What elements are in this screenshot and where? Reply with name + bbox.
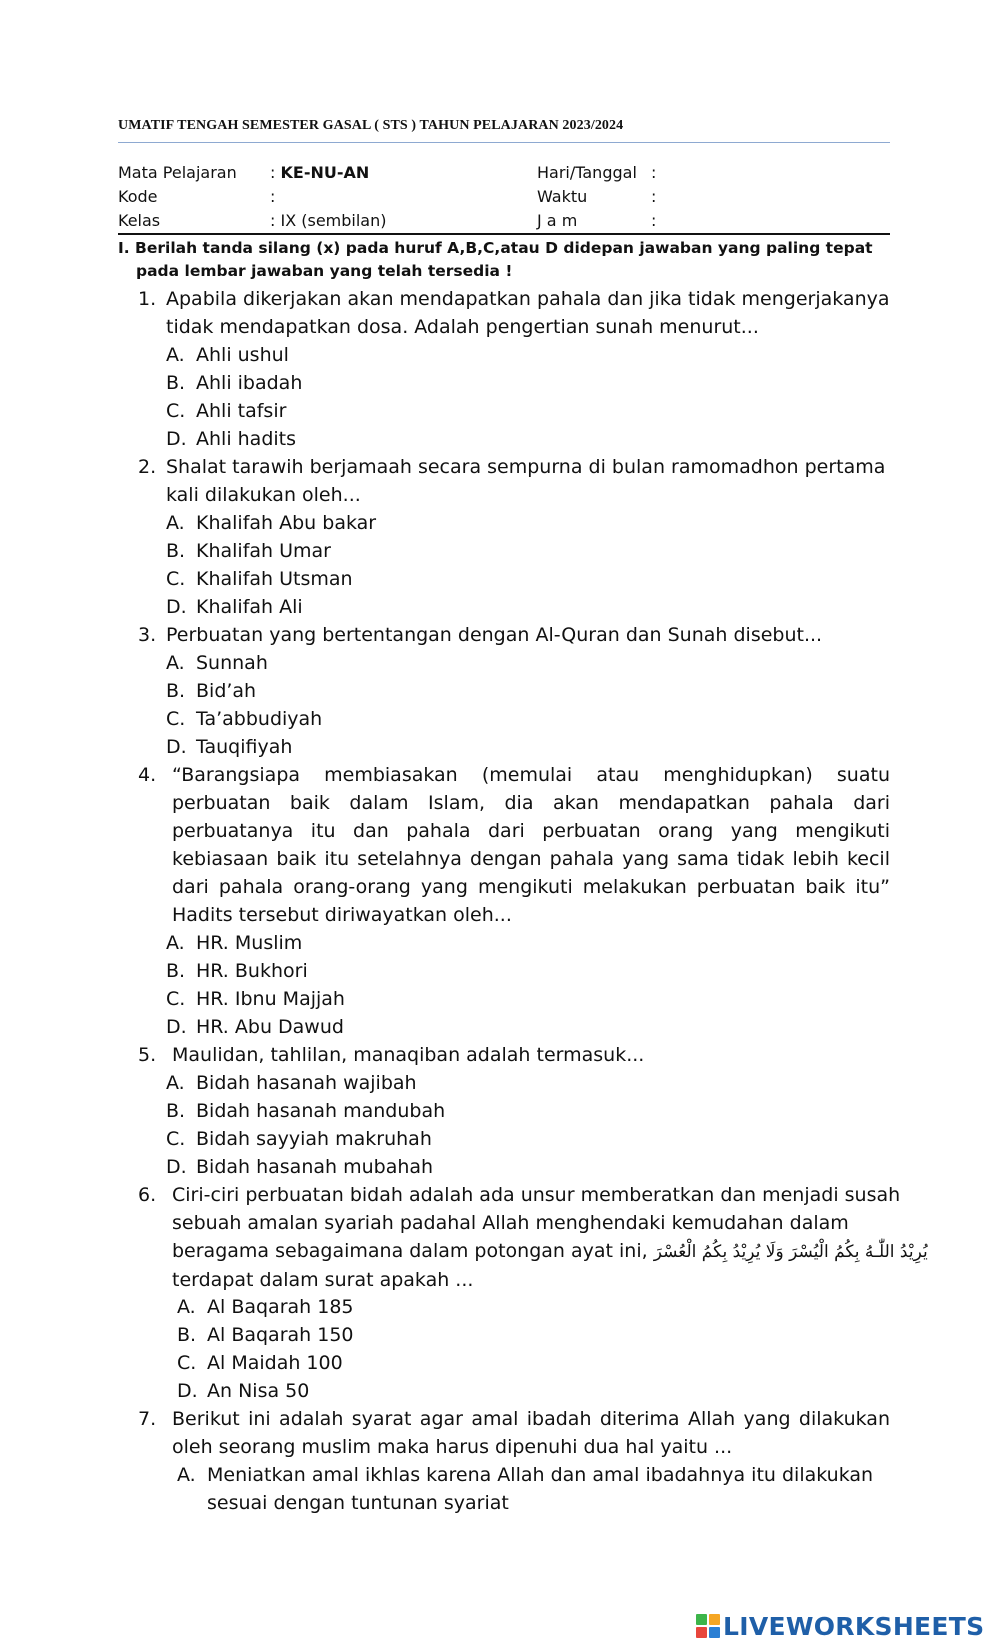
title-divider bbox=[118, 142, 890, 143]
liveworksheets-logo-text: LIVEWORKSHEETS bbox=[723, 1611, 985, 1641]
option-text: Ahli ushul bbox=[196, 344, 289, 366]
option-6a[interactable] bbox=[177, 1293, 354, 1321]
option-letter: D. bbox=[166, 736, 187, 758]
option-letter: B. bbox=[166, 680, 186, 702]
option-letter: B. bbox=[166, 960, 186, 982]
option-letter: A. bbox=[166, 652, 185, 674]
option-letter: D. bbox=[166, 1156, 187, 1178]
option-6c[interactable] bbox=[177, 1349, 343, 1377]
option-text: HR. Muslim bbox=[196, 932, 303, 954]
option-6d[interactable] bbox=[177, 1377, 309, 1405]
question-5 bbox=[138, 1041, 890, 1069]
option-4b[interactable] bbox=[166, 957, 308, 985]
sep-jam: : bbox=[651, 211, 657, 230]
option-text: Bidah sayyiah makruhah bbox=[196, 1128, 432, 1150]
arabic-verse: يُرِيْدُ اللّٰـهُ بِكُمُ الْيُسْرَ وَلَا يُرِيْدُ بِكُمُ الْعُسْرَ bbox=[653, 1242, 928, 1262]
option-text: Al Baqarah 150 bbox=[207, 1324, 354, 1346]
option-text: Khalifah Ali bbox=[196, 596, 303, 618]
option-letter: B. bbox=[166, 540, 186, 562]
question-text: Maulidan, tahlilan, manaqiban adalah termasuk... bbox=[172, 1044, 645, 1066]
option-1c[interactable] bbox=[166, 397, 286, 425]
option-letter: A. bbox=[166, 932, 185, 954]
option-3c[interactable] bbox=[166, 705, 322, 733]
question-text-line: beragama sebagaimana dalam potongan ayat ini, bbox=[172, 1240, 648, 1262]
option-3d[interactable] bbox=[166, 733, 292, 761]
option-5c[interactable] bbox=[166, 1125, 432, 1153]
option-7a[interactable] bbox=[177, 1461, 877, 1517]
instruction bbox=[118, 237, 898, 283]
question-text bbox=[172, 1181, 928, 1294]
question-7 bbox=[138, 1405, 890, 1461]
option-text: Al Maidah 100 bbox=[207, 1352, 343, 1374]
question-3 bbox=[138, 621, 890, 649]
option-letter: C. bbox=[166, 988, 186, 1010]
question-number: 3. bbox=[138, 624, 157, 646]
label-kode: Kode bbox=[118, 187, 158, 206]
option-text: HR. Abu Dawud bbox=[196, 1016, 344, 1038]
option-letter: A. bbox=[166, 512, 185, 534]
sep-hari-tanggal: : bbox=[651, 163, 657, 182]
option-4d[interactable] bbox=[166, 1013, 344, 1041]
question-number: 4. bbox=[138, 764, 157, 786]
option-letter: D. bbox=[177, 1380, 198, 1402]
label-mata-pelajaran: Mata Pelajaran bbox=[118, 163, 237, 182]
question-number: 5. bbox=[138, 1044, 157, 1066]
option-letter: A. bbox=[177, 1296, 196, 1318]
option-text: Meniatkan amal ikhlas karena Allah dan amal ibadahnya itu dilakukan sesuai dengan tuntunan syariat bbox=[207, 1464, 874, 1514]
option-letter: D. bbox=[166, 596, 187, 618]
option-text: Sunnah bbox=[196, 652, 268, 674]
option-text: Khalifah Utsman bbox=[196, 568, 353, 590]
option-text: An Nisa 50 bbox=[207, 1380, 310, 1402]
option-text: Khalifah Abu bakar bbox=[196, 512, 377, 534]
question-text-line: Ciri-ciri perbuatan bidah adalah ada unsur memberatkan dan menjadi susah bbox=[172, 1184, 901, 1206]
header-divider bbox=[118, 233, 890, 235]
question-text: “Barangsiapa membiasakan (memulai atau menghidupkan) suatu perbuatan baik dalam Islam, dia akan mendapatkan pahala dari perbuatanya itu dan pahala dari perbuatan orang yang mengikuti kebiasaan baik itu setelahnya dengan pahala yang sama tidak lebih kecil dari pahala orang-orang yang mengikuti melakukan perbuatan baik itu” Hadits tersebut diriwayatkan oleh... bbox=[172, 764, 890, 926]
option-5d[interactable] bbox=[166, 1153, 433, 1181]
option-text: Al Baqarah 185 bbox=[207, 1296, 354, 1318]
question-6 bbox=[138, 1181, 928, 1294]
liveworksheets-logo bbox=[696, 1612, 984, 1640]
label-kelas: Kelas bbox=[118, 211, 161, 230]
option-text: Ahli ibadah bbox=[196, 372, 303, 394]
option-letter: C. bbox=[166, 568, 186, 590]
option-1b[interactable] bbox=[166, 369, 302, 397]
question-1 bbox=[138, 285, 890, 341]
option-text: HR. Bukhori bbox=[196, 960, 308, 982]
value-kode: : bbox=[270, 187, 276, 206]
instruction-line-1: I. Berilah tanda silang (x) pada huruf A,B,C,atau D didepan jawaban yang paling tepat bbox=[118, 239, 873, 257]
label-jam: J a m bbox=[537, 211, 578, 230]
option-letter: D. bbox=[166, 1016, 187, 1038]
option-6b[interactable] bbox=[177, 1321, 354, 1349]
question-number: 7. bbox=[138, 1408, 157, 1430]
exam-title: UMATIF TENGAH SEMESTER GASAL ( STS ) TAHUN PELAJARAN 2023/2024 bbox=[118, 118, 624, 133]
option-text: Ta’abbudiyah bbox=[196, 708, 323, 730]
question-number: 2. bbox=[138, 456, 157, 478]
question-text: Shalat tarawih berjamaah secara sempurna di bulan ramomadhon pertama kali dilakukan oleh... bbox=[166, 456, 886, 506]
option-text: Bidah hasanah wajibah bbox=[196, 1072, 417, 1094]
option-5a[interactable] bbox=[166, 1069, 417, 1097]
question-text: Berikut ini adalah syarat agar amal ibadah diterima Allah yang dilakukan oleh seorang muslim maka harus dipenuhi dua hal yaitu ... bbox=[172, 1408, 890, 1458]
value-kelas: : IX (sembilan) bbox=[270, 211, 387, 230]
option-1d[interactable] bbox=[166, 425, 296, 453]
option-letter: B. bbox=[177, 1324, 197, 1346]
option-letter: D. bbox=[166, 428, 187, 450]
question-text: Perbuatan yang bertentangan dengan Al-Quran dan Sunah disebut... bbox=[166, 624, 823, 646]
option-2a[interactable] bbox=[166, 509, 376, 537]
option-text: Bidah hasanah mubahah bbox=[196, 1156, 434, 1178]
question-4 bbox=[138, 761, 890, 929]
question-text-line: terdapat dalam surat apakah ... bbox=[172, 1269, 474, 1291]
option-letter: C. bbox=[166, 1128, 186, 1150]
option-letter: C. bbox=[166, 708, 186, 730]
option-letter: A. bbox=[166, 1072, 185, 1094]
liveworksheets-logo-icon bbox=[696, 1614, 720, 1638]
question-text-line: sebuah amalan syariah padahal Allah menghendaki kemudahan dalam bbox=[172, 1212, 849, 1234]
option-letter: A. bbox=[177, 1464, 196, 1486]
question-number: 6. bbox=[138, 1184, 157, 1206]
option-letter: B. bbox=[166, 1100, 186, 1122]
option-text: Bid’ah bbox=[196, 680, 257, 702]
option-5b[interactable] bbox=[166, 1097, 445, 1125]
option-letter: A. bbox=[166, 344, 185, 366]
question-2 bbox=[138, 453, 890, 509]
sep-waktu: : bbox=[651, 187, 657, 206]
option-text: Bidah hasanah mandubah bbox=[196, 1100, 446, 1122]
option-1a[interactable] bbox=[166, 341, 289, 369]
question-number: 1. bbox=[138, 288, 157, 310]
instruction-line-2: pada lembar jawaban yang telah tersedia ! bbox=[136, 262, 513, 280]
option-letter: B. bbox=[166, 372, 186, 394]
option-3b[interactable] bbox=[166, 677, 256, 705]
option-2c[interactable] bbox=[166, 565, 353, 593]
label-waktu: Waktu bbox=[537, 187, 588, 206]
label-hari-tanggal: Hari/Tanggal bbox=[537, 163, 637, 182]
option-3a[interactable] bbox=[166, 649, 268, 677]
option-4c[interactable] bbox=[166, 985, 345, 1013]
option-4a[interactable] bbox=[166, 929, 302, 957]
option-letter: C. bbox=[166, 400, 186, 422]
option-text: Khalifah Umar bbox=[196, 540, 331, 562]
value-mata-pelajaran: : KE-NU-AN bbox=[270, 163, 370, 182]
option-text: HR. Ibnu Majjah bbox=[196, 988, 345, 1010]
option-text: Ahli hadits bbox=[196, 428, 297, 450]
option-2d[interactable] bbox=[166, 593, 303, 621]
option-text: Tauqifiyah bbox=[196, 736, 293, 758]
question-text: Apabila dikerjakan akan mendapatkan pahala dan jika tidak mengerjakanya tidak mendapatkan dosa. Adalah pengertian sunah menurut... bbox=[166, 288, 890, 338]
option-text: Ahli tafsir bbox=[196, 400, 287, 422]
option-2b[interactable] bbox=[166, 537, 331, 565]
option-letter: C. bbox=[177, 1352, 197, 1374]
